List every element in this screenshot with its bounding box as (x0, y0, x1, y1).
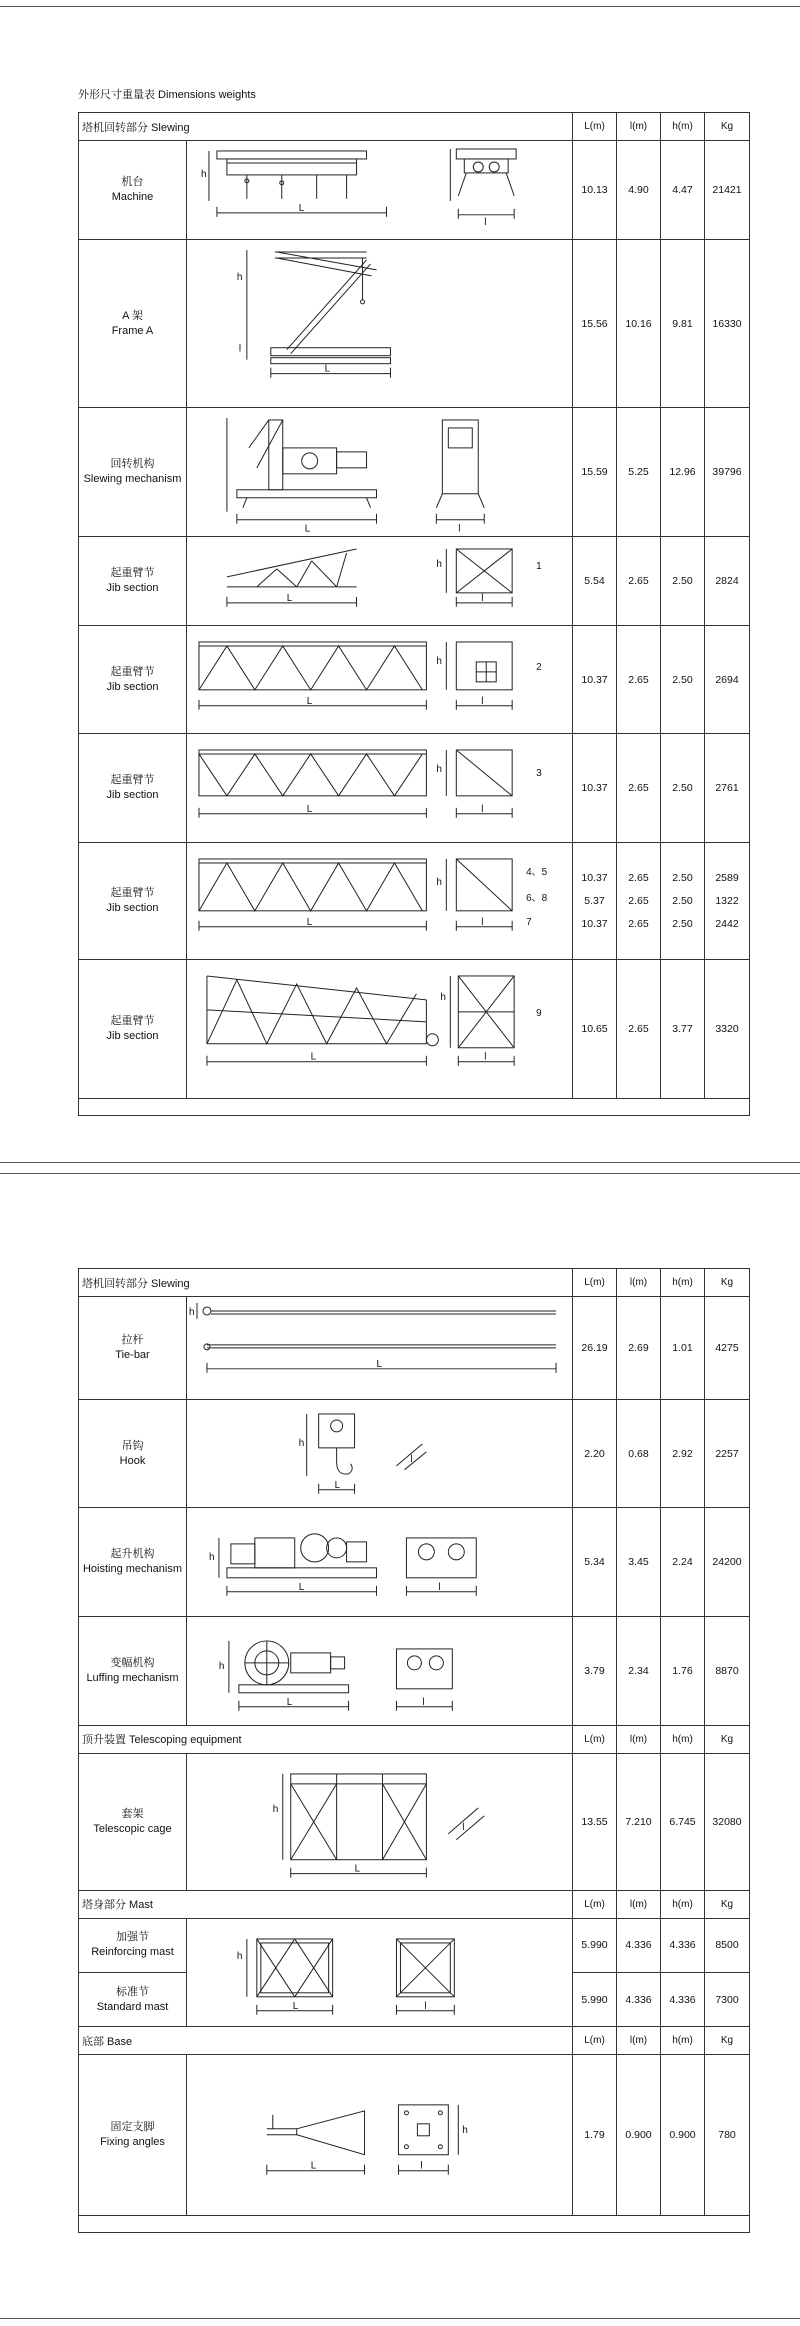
svg-text:L: L (376, 1358, 383, 1370)
jib-number: 3 (536, 768, 542, 780)
svg-text:L: L (310, 2160, 317, 2172)
svg-text:h: h (236, 1950, 243, 1962)
table-row: 拉杆 Tie-bar h L 26.19 2.69 1.01 4275 (79, 1297, 750, 1400)
table-row: 吊钩 Hook h L l 2.20 0.68 2.92 2257 (79, 1399, 750, 1508)
svg-text:L: L (286, 1696, 293, 1708)
section-mast: 塔身部分 Mast (79, 1890, 573, 1918)
table-row: 变幅机构 Luffing mechanism h L l 3.79 2.34 1.76 8870 (79, 1617, 750, 1726)
header-h: h(m) (661, 113, 705, 141)
svg-text:L: L (306, 695, 313, 707)
table-header-row: 底部 Base L(m) l(m) h(m) Kg (79, 2027, 750, 2055)
svg-text:h: h (298, 1437, 305, 1449)
hoisting-mechanism-drawing (187, 1508, 573, 1617)
svg-text:h: h (208, 1552, 215, 1564)
part-name: 起重臂节 Jib section (79, 843, 187, 960)
part-name: A 架 Frame A (79, 239, 187, 408)
svg-text:l: l (484, 1051, 487, 1063)
svg-text:h: h (436, 558, 442, 570)
header-l: l(m) (617, 113, 661, 141)
table-row: 回转机构 Slewing mechanism L l 15.59 5.25 12.96 39796 (79, 408, 750, 537)
table-row: 起升机构 Hoisting mechanism h L l 5.34 3.45 2.24 24200 (79, 1508, 750, 1617)
svg-text:l: l (238, 343, 242, 355)
dim-l: l (484, 216, 487, 228)
table-row: 固定支脚 Fixing angles L l h 1.79 0.900 0.900 780 (79, 2055, 750, 2216)
svg-text:l: l (424, 2000, 427, 2012)
table-footer-row (79, 2215, 750, 2232)
dim-h: h (200, 168, 207, 180)
top-rule (0, 6, 800, 7)
bottom-rule (0, 2318, 800, 2319)
svg-text:L: L (324, 363, 331, 375)
table-header-row: 塔机回转部分 Slewing L(m) l(m) h(m) Kg (79, 1269, 750, 1297)
table-row: 起重臂节 Jib section h L l 9 10.65 2.65 3.77 3320 (79, 959, 750, 1098)
svg-text:h: h (436, 877, 442, 889)
jib-section-2-drawing (187, 625, 573, 734)
jib-section-9-drawing (187, 959, 573, 1098)
svg-text:l: l (438, 1582, 441, 1594)
svg-text:l: l (410, 1453, 413, 1465)
svg-text:l: l (481, 804, 484, 816)
svg-text:h: h (189, 1306, 195, 1318)
svg-text:L: L (334, 1479, 341, 1491)
part-name: 吊钩 Hook (79, 1399, 187, 1508)
table-header-row (79, 113, 750, 141)
telescopic-cage-drawing (187, 1753, 573, 1890)
jib-number: 2 (536, 661, 542, 673)
svg-text:L: L (306, 916, 313, 928)
section-base: 底部 Base (79, 2027, 573, 2055)
jib-section-1-drawing (187, 536, 573, 625)
jib-section-4-8-drawing (187, 843, 573, 960)
svg-text:h: h (218, 1661, 225, 1673)
hook-drawing (187, 1399, 573, 1508)
part-name: 起升机构 Hoisting mechanism (79, 1508, 187, 1617)
jib-number: 9 (536, 1007, 542, 1019)
jib-number: 7 (526, 916, 532, 928)
slewing-mechanism-drawing (187, 408, 573, 537)
part-name: 拉杆 Tie-bar (79, 1297, 187, 1400)
section-slewing: 塔机回转部分 Slewing (79, 1269, 573, 1297)
part-name: 回转机构 Slewing mechanism (79, 408, 187, 537)
tie-bar-drawing (187, 1297, 573, 1400)
svg-text:l: l (481, 592, 484, 604)
part-name: 标准节 Standard mast (79, 1972, 187, 2026)
dim-L: L (298, 202, 305, 214)
dimensions-table-2 (78, 1268, 750, 2233)
part-name: 起重臂节 Jib section (79, 625, 187, 734)
svg-text:l: l (481, 916, 484, 928)
frame-a-drawing (187, 239, 573, 408)
page-caption: 外形尺寸重量表 Dimensions weights (78, 89, 256, 101)
svg-text:L: L (310, 1051, 317, 1063)
table-row: 标准节 Standard mast 5.990 4.336 4.336 7300 (79, 1972, 750, 2026)
header-L: L(m) (573, 113, 617, 141)
table-row: 机台 Machine h L l 10.13 4.90 4.47 21421 (79, 141, 750, 240)
part-name: 起重臂节 Jib section (79, 536, 187, 625)
svg-text:h: h (236, 271, 243, 283)
section-telescoping: 顶升装置 Telescoping equipment (79, 1725, 573, 1753)
part-name: 套架 Telescopic cage (79, 1753, 187, 1890)
svg-text:L: L (304, 523, 311, 535)
part-name: 加强节 Reinforcing mast (79, 1918, 187, 1972)
svg-text:h: h (436, 764, 442, 776)
part-name: 起重臂节 Jib section (79, 734, 187, 843)
table-footer-row (79, 1098, 750, 1115)
part-name: 固定支脚 Fixing angles (79, 2055, 187, 2216)
table-row: 加强节 Reinforcing mast h L l 5.990 4.336 4.336 8500 (79, 1918, 750, 1972)
section-slewing: 塔机回转部分 Slewing (79, 113, 573, 141)
header-kg: Kg (705, 113, 750, 141)
jib-number: 6、8 (526, 893, 548, 905)
page-divider-1 (0, 1162, 800, 1163)
jib-number: 1 (536, 560, 542, 572)
dimensions-table-1 (78, 112, 750, 1116)
table-row: A 架 Frame A h l L 15.56 10.16 9.81 16330 (79, 239, 750, 408)
part-name: 变幅机构 Luffing mechanism (79, 1617, 187, 1726)
svg-text:l: l (420, 2160, 423, 2172)
machine-drawing (187, 141, 573, 240)
part-name: 起重臂节 Jib section (79, 959, 187, 1098)
mast-drawing (187, 1918, 573, 2027)
svg-text:L: L (298, 1582, 305, 1594)
part-name: 机台 Machine (79, 141, 187, 240)
table-header-row: 塔身部分 Mast L(m) l(m) h(m) Kg (79, 1890, 750, 1918)
svg-text:l: l (422, 1696, 425, 1708)
fixing-angles-drawing (187, 2055, 573, 2216)
svg-text:L: L (306, 804, 313, 816)
table-row: 起重臂节 Jib section h L l 2 10.37 2.65 2.50 2694 (79, 625, 750, 734)
svg-text:l: l (458, 523, 461, 535)
table-row: 起重臂节 Jib section h L l 4、5 6、8 7 10.37 5.37 10.37 2.65 2.65 2.65 2.50 2.50 2.50 2589 1322 2442 (79, 843, 750, 960)
table-row: 套架 Telescopic cage h L l 13.55 7.210 6.745 32080 (79, 1753, 750, 1890)
table-header-row: 顶升装置 Telescoping equipment L(m) l(m) h(m) Kg (79, 1725, 750, 1753)
svg-text:l: l (462, 1821, 465, 1833)
jib-section-3-drawing (187, 734, 573, 843)
table-row: 起重臂节 Jib section h L l 1 5.54 2.65 2.50 2824 (79, 536, 750, 625)
svg-text:L: L (354, 1863, 361, 1875)
svg-text:l: l (481, 695, 484, 707)
svg-text:h: h (272, 1803, 279, 1815)
svg-text:h: h (440, 991, 446, 1003)
table-row: 起重臂节 Jib section h L l 3 10.37 2.65 2.50 2761 (79, 734, 750, 843)
svg-text:h: h (436, 655, 442, 667)
jib-number: 4、5 (526, 867, 548, 879)
svg-text:L: L (292, 2000, 299, 2012)
page-divider-2 (0, 1173, 800, 1174)
svg-text:L: L (286, 592, 293, 604)
luffing-mechanism-drawing (187, 1617, 573, 1726)
svg-text:h: h (462, 2125, 468, 2137)
